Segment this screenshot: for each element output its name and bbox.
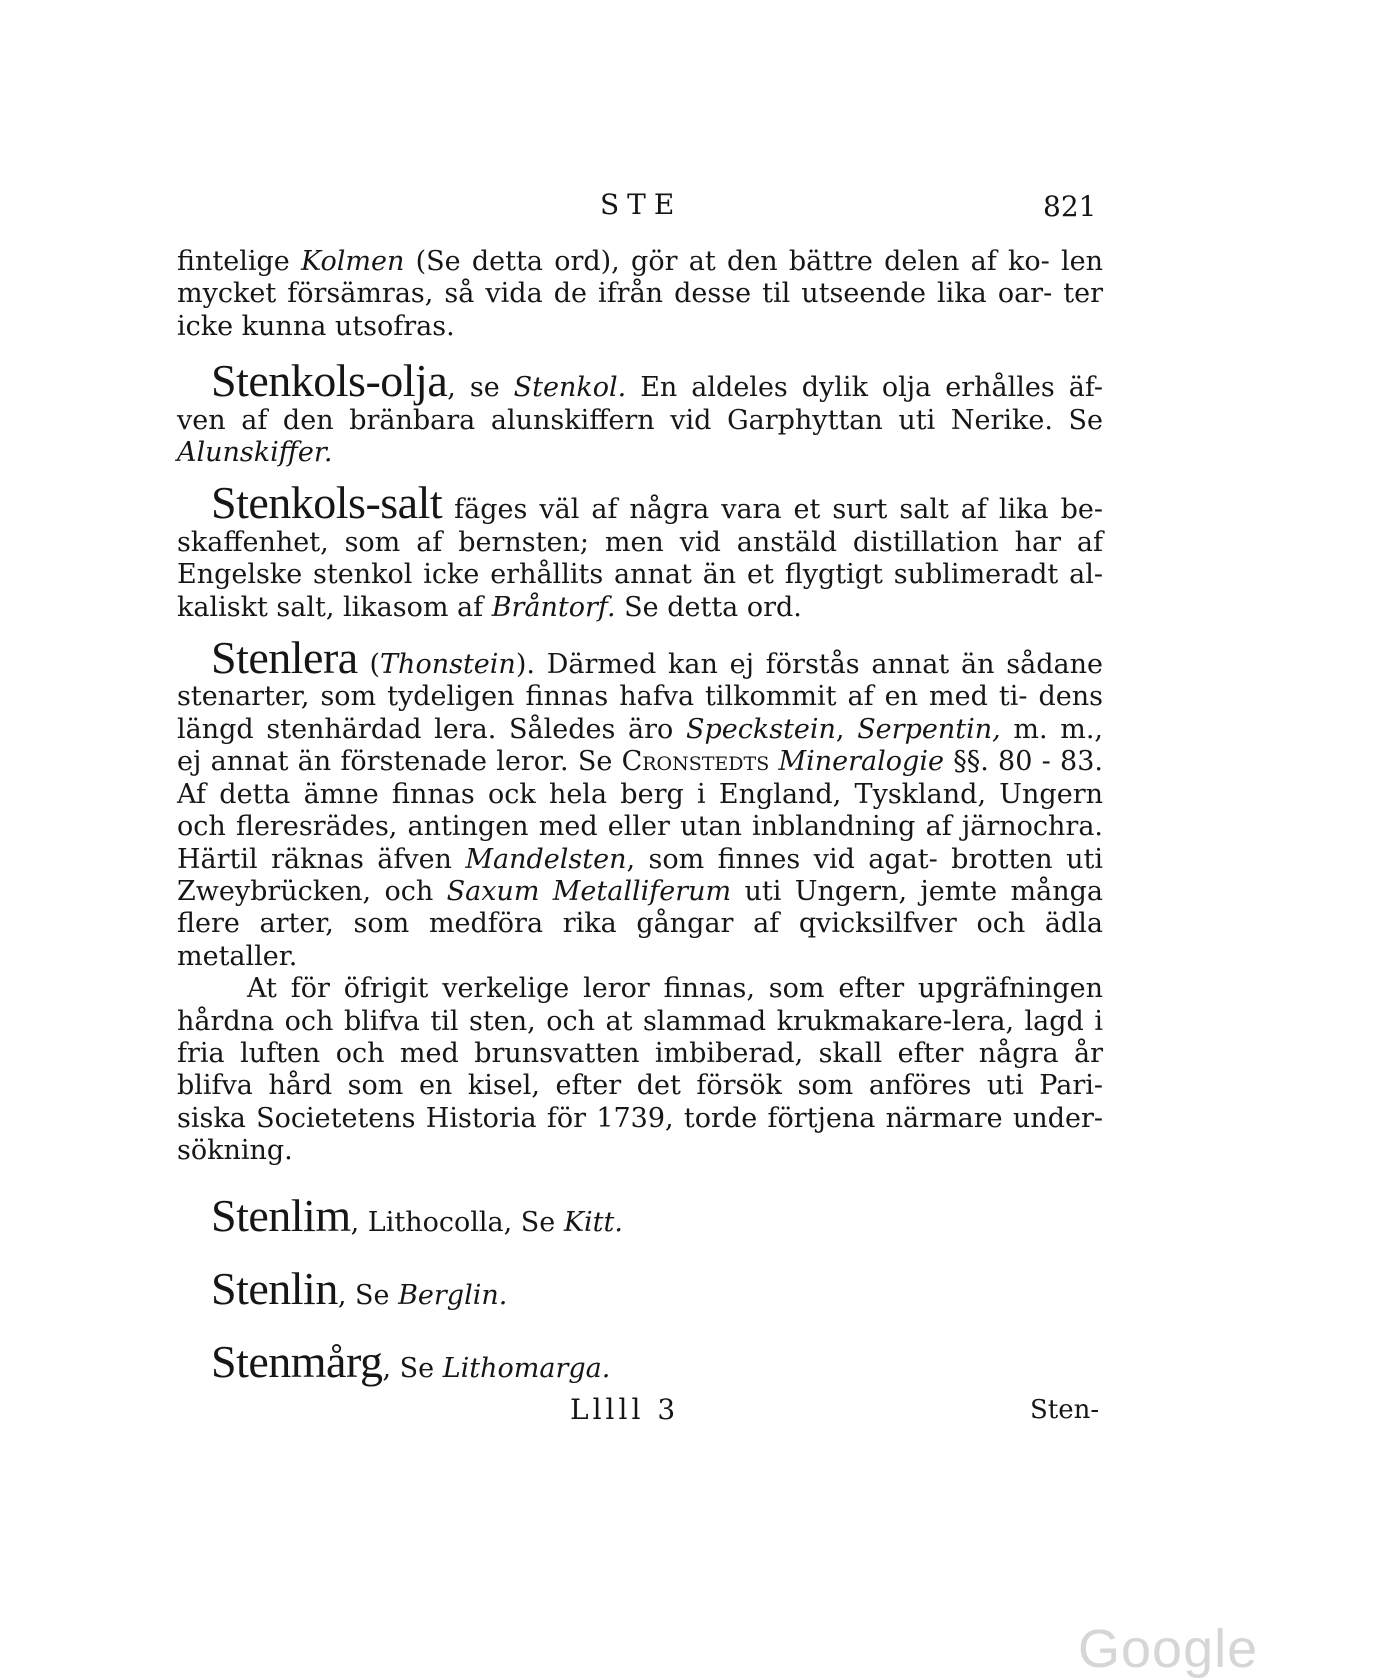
catchword: Sten- xyxy=(1030,1395,1100,1425)
continued-paragraph xyxy=(177,246,1103,343)
page-body xyxy=(177,246,1103,1405)
text-run: , xyxy=(835,713,858,745)
text-run: Se detta ord. xyxy=(615,591,802,623)
text-run: ). Därmed kan ej förstås annat än sådane stenarter, som tydeligen finnas hafva tilkommit af en med ti- dens längd stenhärdad lera. Således äro xyxy=(177,649,1103,745)
headword: Stenlin xyxy=(211,1262,338,1314)
text-run: ( xyxy=(357,649,381,681)
italic-term: Mandelsten xyxy=(465,843,627,875)
google-watermark: Google xyxy=(1078,1619,1259,1679)
text-run: m. m., ej annat än förstenade leror. Se xyxy=(177,713,1103,778)
italic-term: Kolmen xyxy=(301,246,405,277)
page-header xyxy=(0,188,1400,228)
text-run: , Se xyxy=(382,1352,443,1384)
text-run: §§. 80 - 83. Af detta ämne finnas ock hela berg i England, Tyskland, Ungern och fleresrädes, antingen med eller utan inblandning af järnochra. Härtil räknas äfven xyxy=(177,746,1103,875)
text-run: , Se xyxy=(337,1279,399,1311)
text-run xyxy=(769,746,778,777)
entry-stenmarg xyxy=(177,1332,1103,1399)
running-head: STE xyxy=(600,188,683,221)
short-entries xyxy=(177,1186,1103,1399)
text-run: uti Ungern, jemte många flere arter, som medföra rika gångar af qvicksilfver och ädla metaller. xyxy=(177,875,1103,972)
italic-term: Speckstein xyxy=(685,713,836,745)
italic-term: Berglin. xyxy=(398,1279,508,1311)
text-run: fäges väl af några vara et surt salt af lika be- skaffenhet, som af bernsten; men vid anstäld distillation har af Engelske stenkol icke erhållits annat än et flygtigt sublimeradt al- kaliskt salt, likasom af xyxy=(177,494,1103,623)
italic-term: Mineralogie xyxy=(778,746,944,778)
paragraph-stenlera-continued: At för öfrigit verkelige leror finnas, som efter upgräfningen hårdna och blifva til sten, och at slammad krukmakare-lera, lagd i fria luften och med brunsvatten imbiberad, skall efter några år blifva hård som en kisel, efter det försök som anföres uti Pari- siska Societetens Historia för 1739, torde förtjena närmare under- sökning. xyxy=(177,973,1103,1167)
text-run: fintelige xyxy=(177,246,302,277)
small-caps-name: Cronstedts xyxy=(621,746,770,778)
italic-term: Bråntorf. xyxy=(491,591,616,623)
text-run: , Lithocolla, Se xyxy=(350,1206,564,1238)
entry-stenlim xyxy=(177,1186,1103,1253)
italic-term: Stenkol. xyxy=(513,372,627,404)
signature-mark: Lllll 3 xyxy=(570,1393,680,1426)
headword: Stenkols-salt xyxy=(211,477,443,529)
italic-term: Kitt. xyxy=(563,1206,623,1238)
headword: Stenlim xyxy=(211,1189,351,1241)
text-run: (Se detta ord), gör at den bättre delen af ko- len mycket försämras, så vida de ifrån desse til utseende lika oar- ter icke kunna utsofras. xyxy=(177,246,1103,342)
text-run: , som finnes vid agat- brotten uti Zweybrücken, och xyxy=(177,843,1103,907)
text-run: En aldeles dylik olja erhålles äf- ven af den bränbara alunskiffern vid Garphyttan uti Nerike. Se xyxy=(177,372,1103,436)
entry-stenkols-olja xyxy=(177,355,1103,469)
headword: Stenmårg xyxy=(211,1335,383,1387)
headword: Stenkols-olja xyxy=(211,355,448,407)
italic-term: Thonstein xyxy=(380,649,516,681)
page-number: 821 xyxy=(1043,190,1097,223)
text-run: , se xyxy=(447,372,514,404)
page-footer xyxy=(0,1393,1400,1433)
italic-term: Alunskiffer. xyxy=(177,437,333,469)
italic-term: Saxum Metalliferum xyxy=(446,875,732,907)
italic-term: Lithomarga. xyxy=(442,1352,611,1384)
headword: Stenlera xyxy=(211,632,358,684)
entry-stenlera xyxy=(177,632,1103,973)
entry-stenlin xyxy=(177,1259,1103,1326)
entry-stenkols-salt xyxy=(177,477,1103,624)
italic-term: Serpentin, xyxy=(857,713,1001,745)
